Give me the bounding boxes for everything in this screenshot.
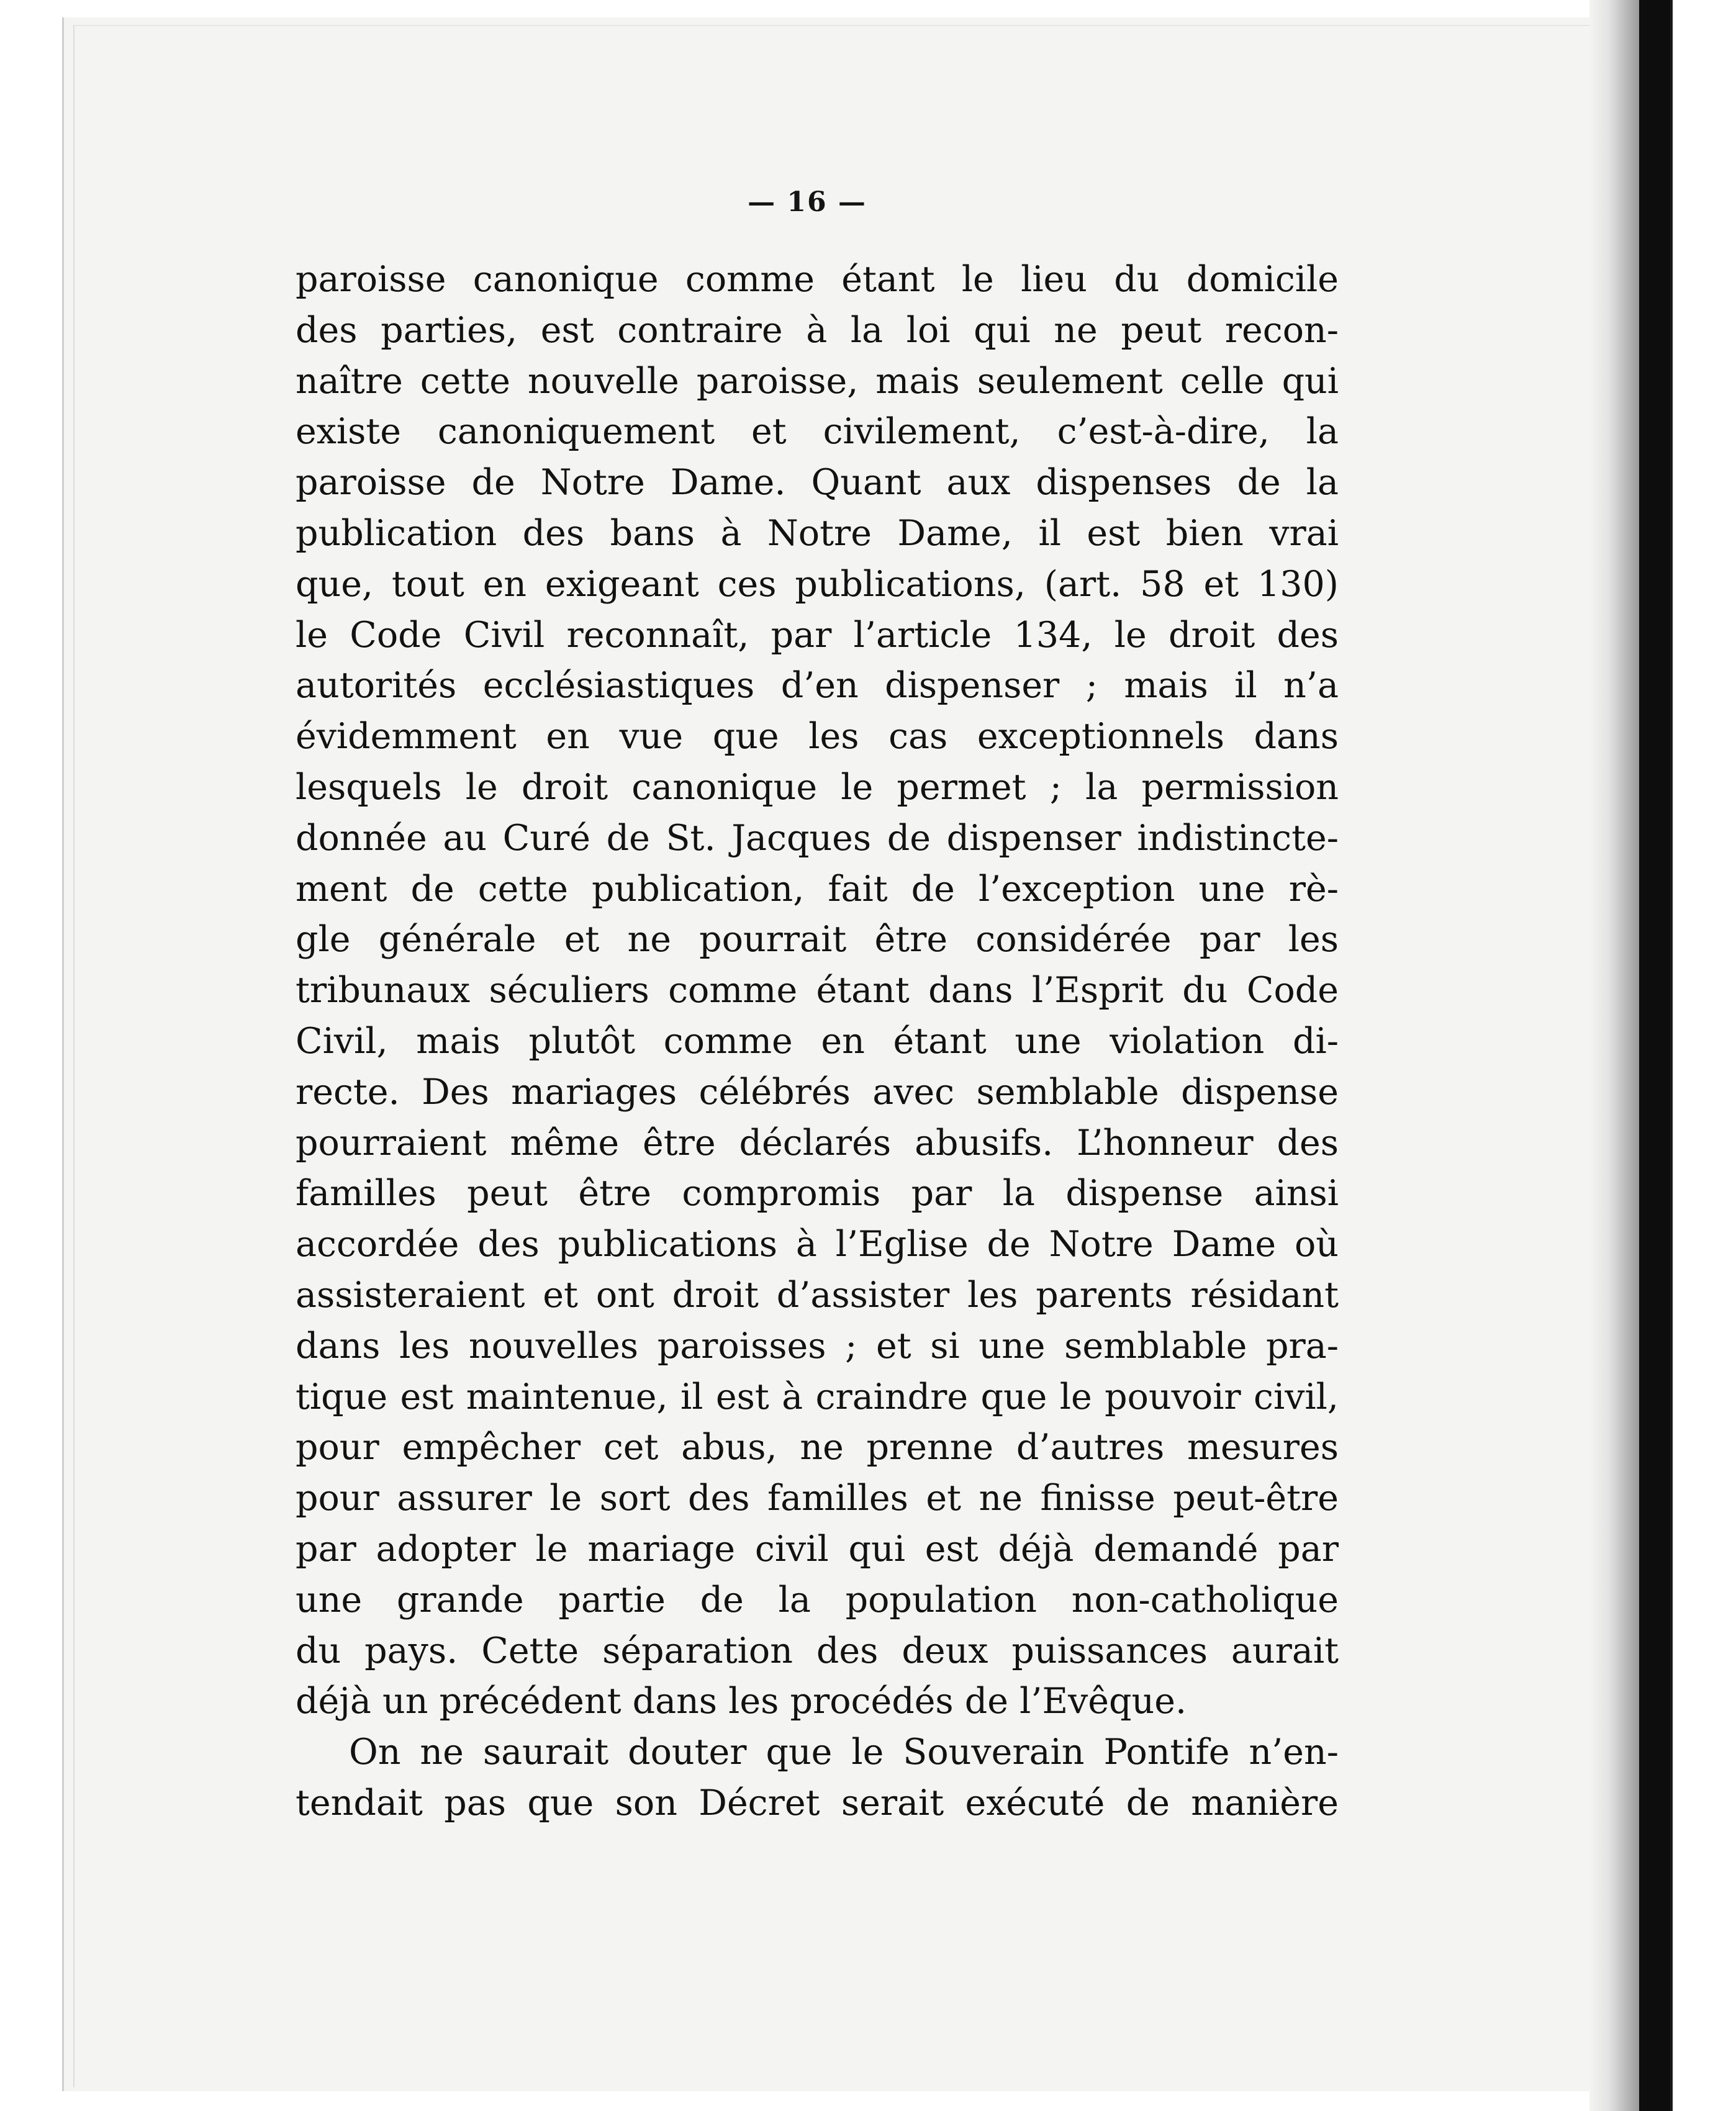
text-line: Civil, mais plutôt comme en étant une violation di- <box>296 1020 1339 1062</box>
text-line: autorités ecclésiastiques d’en dispenser ; mais il n’a <box>296 665 1339 707</box>
text-line: On ne saurait douter que le Souverain Pontife n’en- <box>349 1732 1339 1773</box>
text-line: déjà un précédent dans les procédés de l’Evêque. <box>296 1681 1187 1722</box>
text-line: paroisse de Notre Dame. Quant aux dispenses de la <box>296 462 1339 504</box>
text-line: assisteraient et ont droit d’assister les parents résidant <box>296 1274 1339 1316</box>
text-line: recte. Des mariages célébrés avec semblable dispense <box>296 1071 1339 1113</box>
text-line: familles peut être compromis par la dispense ainsi <box>296 1173 1339 1214</box>
text-line: du pays. Cette séparation des deux puissances aurait <box>296 1630 1339 1671</box>
text-line: accordée des publications à l’Eglise de Notre Dame où <box>296 1224 1339 1265</box>
text-line: publication des bans à Notre Dame, il est bien vrai <box>296 512 1339 554</box>
paragraph-1 <box>296 255 1339 1727</box>
scan-left-margin <box>0 0 62 2111</box>
text-line: tique est maintenue, il est à craindre que le pouvoir civil, <box>296 1376 1339 1417</box>
text-line: dans les nouvelles paroisses ; et si une semblable pra- <box>296 1325 1339 1367</box>
binding-shadow <box>1589 0 1639 2111</box>
scan-right-margin <box>1670 0 1736 2111</box>
text-line: tendait pas que son Décret serait exécuté de manière <box>296 1782 1339 1824</box>
text-line: le Code Civil reconnaît, par l’article 134, le droit des <box>296 614 1339 656</box>
text-line: naître cette nouvelle paroisse, mais seulement celle qui <box>296 360 1339 402</box>
text-line: que, tout en exigeant ces publications, (art. 58 et 130) <box>296 563 1339 605</box>
text-line: paroisse canonique comme étant le lieu du domicile <box>296 259 1339 300</box>
text-line: gle générale et ne pourrait être considérée par les <box>296 919 1339 961</box>
text-line: pour assurer le sort des familles et ne finisse peut-être <box>296 1478 1339 1519</box>
text-line: donnée au Curé de St. Jacques de dispenser indistincte- <box>296 817 1339 859</box>
text-line: pour empêcher cet abus, ne prenne d’autres mesures <box>296 1427 1339 1468</box>
text-line: des parties, est contraire à la loi qui ne peut recon- <box>296 309 1339 351</box>
text-line: évidemment en vue que les cas exceptionnels dans <box>296 716 1339 757</box>
text-line: une grande partie de la population non-catholique <box>296 1579 1339 1621</box>
paragraph-2 <box>296 1727 1339 1829</box>
text-line: lesquels le droit canonique le permet ; la permission <box>296 766 1339 808</box>
text-line: tribunaux séculiers comme étant dans l’Esprit du Code <box>296 970 1339 1011</box>
body-text <box>296 255 1339 1829</box>
text-line: ment de cette publication, fait de l’exception une rè- <box>296 868 1339 910</box>
text-line: par adopter le mariage civil qui est déjà demandé par <box>296 1528 1339 1570</box>
text-line: existe canoniquement et civilement, c’est-à-dire, la <box>296 411 1339 453</box>
page-number: — 16 — <box>748 186 867 218</box>
text-line: pourraient même être déclarés abusifs. L’honneur des <box>296 1122 1339 1164</box>
scan-dark-border <box>1639 0 1670 2111</box>
